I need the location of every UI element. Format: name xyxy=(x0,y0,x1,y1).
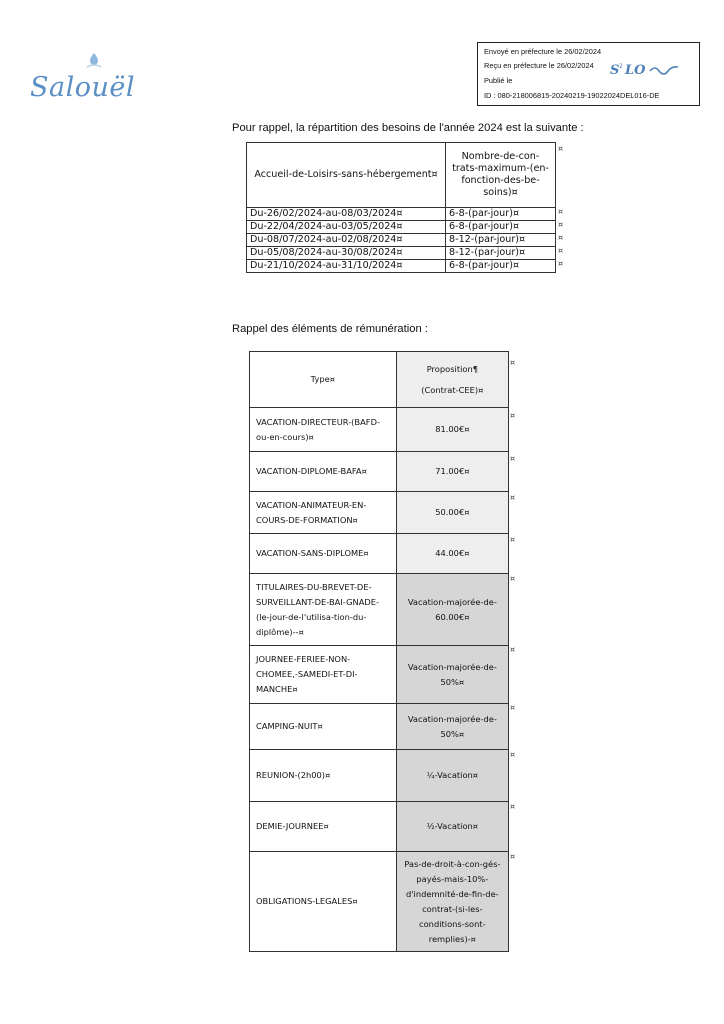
value-cell: 50.00€¤ xyxy=(396,492,508,534)
count-cell: 6-8-(par-jour)¤ xyxy=(446,260,556,273)
row-end-marker: ¤ xyxy=(558,259,564,268)
table-row xyxy=(250,750,509,802)
table-row xyxy=(250,852,509,952)
salouel-logo xyxy=(24,52,144,104)
svg-text:LO: LO xyxy=(625,63,646,78)
drop-icon xyxy=(84,52,104,70)
row-end-marker: ¤ xyxy=(558,207,564,216)
table-row xyxy=(250,574,509,646)
count-cell: 8-12-(par-jour)¤ xyxy=(446,234,556,247)
period-cell: Du-22/04/2024-au-03/05/2024¤ xyxy=(247,221,446,234)
value-cell: Vacation-majorée-de-50%¤ xyxy=(396,646,508,704)
header-proposition xyxy=(396,352,508,408)
count-cell: 6-8-(par-jour)¤ xyxy=(446,208,556,221)
row-end-marker: ¤ xyxy=(510,358,516,367)
header-contracts: Nombre-de-con-trats-maximum-(en-fonction-des-be-soins)¤ xyxy=(446,143,556,208)
header-type: Type¤ xyxy=(250,352,397,408)
value-cell: 71.00€¤ xyxy=(396,452,508,492)
table-row xyxy=(250,408,509,452)
table-header-row xyxy=(247,143,556,208)
logo-text: Salouël xyxy=(30,72,135,103)
section1-heading: Pour rappel, la répartition des besoins de l'année 2024 est la suivante : xyxy=(232,122,584,134)
type-cell: REUNION-(2h00)¤ xyxy=(250,750,397,802)
type-cell: VACATION-SANS-DIPLOME¤ xyxy=(250,534,397,574)
section2-heading: Rappel des éléments de rémunération : xyxy=(232,323,428,335)
count-cell: 6-8-(par-jour)¤ xyxy=(446,221,556,234)
table-row xyxy=(250,534,509,574)
value-cell: Vacation-majorée-de-50%¤ xyxy=(396,704,508,750)
stamp-id: ID : 080-218006815-20240219-19022024DEL016-DE xyxy=(484,91,660,100)
table-header-row xyxy=(250,352,509,408)
row-end-marker: ¤ xyxy=(510,645,516,654)
row-end-marker: ¤ xyxy=(510,493,516,502)
row-end-marker: ¤ xyxy=(510,802,516,811)
period-cell: Du-08/07/2024-au-02/08/2024¤ xyxy=(247,234,446,247)
table-row xyxy=(250,492,509,534)
table-row xyxy=(247,260,556,273)
stamp-published: Publié le xyxy=(484,76,513,85)
row-end-marker: ¤ xyxy=(558,220,564,229)
value-cell: 81.00€¤ xyxy=(396,408,508,452)
stamp-received-date: Reçu en préfecture le 26/02/2024 xyxy=(484,61,594,70)
svg-text:S: S xyxy=(610,63,620,78)
row-end-marker: ¤ xyxy=(558,233,564,242)
header-proposition-line2: (Contrat-CEE)¤ xyxy=(421,384,484,395)
type-cell: VACATION-DIRECTEUR-(BAFD-ou-en-cours)¤ xyxy=(250,408,397,452)
table-row xyxy=(250,802,509,852)
type-cell: DEMIE-JOURNEE¤ xyxy=(250,802,397,852)
header-proposition-line1: Proposition¶ xyxy=(426,363,478,374)
row-end-marker: ¤ xyxy=(510,454,516,463)
count-cell: 8-12-(par-jour)¤ xyxy=(446,247,556,260)
row-end-marker: ¤ xyxy=(510,750,516,759)
s2lo-stamp-logo xyxy=(608,59,680,79)
table-row xyxy=(250,646,509,704)
svg-text:2: 2 xyxy=(619,63,623,70)
table-row xyxy=(247,247,556,260)
row-end-marker: ¤ xyxy=(510,411,516,420)
type-cell: TITULAIRES-DU-BREVET-DE-SURVEILLANT-DE-BAI-GNADE-(le-jour-de-l'utilisa-tion-du-diplôme)--¤ xyxy=(250,574,397,646)
period-cell: Du-26/02/2024-au-08/03/2024¤ xyxy=(247,208,446,221)
period-cell: Du-05/08/2024-au-30/08/2024¤ xyxy=(247,247,446,260)
header-accueil: Accueil-de-Loisirs-sans-hébergement¤ xyxy=(247,143,446,208)
row-end-marker: ¤ xyxy=(510,535,516,544)
row-end-marker: ¤ xyxy=(558,144,564,153)
table-row xyxy=(247,234,556,247)
stamp-sent-date: Envoyé en préfecture le 26/02/2024 xyxy=(484,47,602,56)
row-end-marker: ¤ xyxy=(558,246,564,255)
type-cell: OBLIGATIONS-LEGALES¤ xyxy=(250,852,397,952)
prefecture-stamp xyxy=(477,42,700,106)
period-cell: Du-21/10/2024-au-31/10/2024¤ xyxy=(247,260,446,273)
table-row xyxy=(250,452,509,492)
table-row xyxy=(250,704,509,750)
table-row xyxy=(247,208,556,221)
value-cell: ½-Vacation¤ xyxy=(396,802,508,852)
row-end-marker: ¤ xyxy=(510,703,516,712)
needs-table xyxy=(246,142,556,273)
value-cell: 44.00€¤ xyxy=(396,534,508,574)
remuneration-table xyxy=(249,351,509,952)
row-end-marker: ¤ xyxy=(510,852,516,861)
type-cell: JOURNEE-FERIEE-NON-CHOMEE,-SAMEDI-ET-DI-MANCHE¤ xyxy=(250,646,397,704)
table-row xyxy=(247,221,556,234)
value-cell: Pas-de-droit-à-con-gés-payés-mais-10%-d'indemnité-de-fin-de-contrat-(si-les-conditions-sont-remplies)-¤ xyxy=(396,852,508,952)
type-cell: CAMPING-NUIT¤ xyxy=(250,704,397,750)
type-cell: VACATION-DIPLOME-BAFA¤ xyxy=(250,452,397,492)
value-cell: ¼-Vacation¤ xyxy=(396,750,508,802)
type-cell: VACATION-ANIMATEUR-EN-COURS-DE-FORMATION¤ xyxy=(250,492,397,534)
value-cell: Vacation-majorée-de-60.00€¤ xyxy=(396,574,508,646)
row-end-marker: ¤ xyxy=(510,574,516,583)
